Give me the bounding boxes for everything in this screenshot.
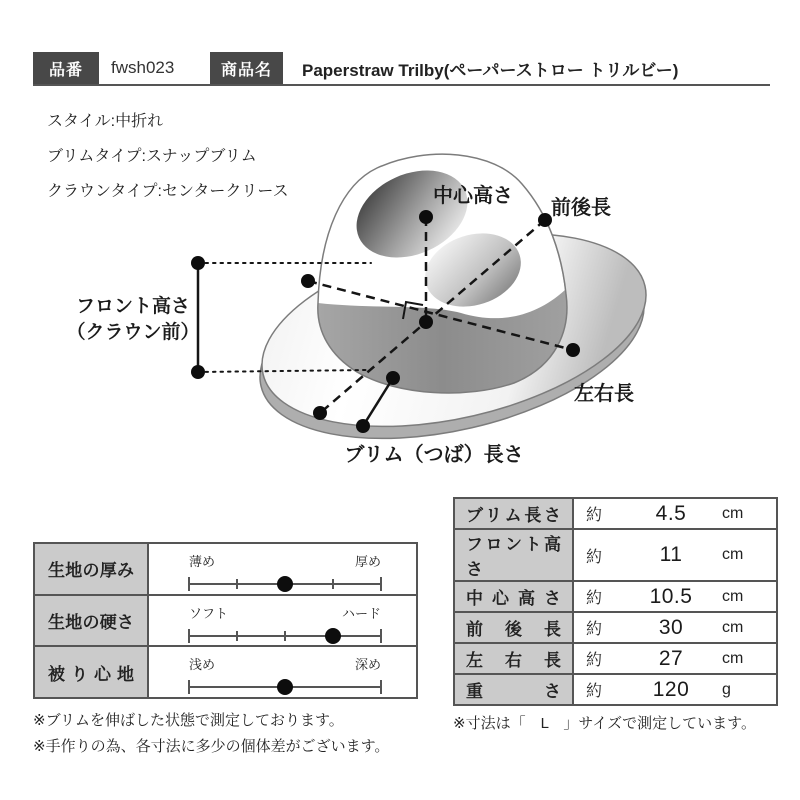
fit-depth-slider: [189, 654, 381, 700]
footnotes-left: [33, 708, 389, 760]
feel-row-scale: [149, 647, 416, 697]
size-value-number: 120: [652, 677, 690, 701]
scale-min-label: ソフト: [189, 605, 229, 621]
size-row-label: 中心高さ: [455, 582, 572, 611]
size-value-unit: g: [722, 680, 731, 698]
size-value-unit: cm: [722, 546, 744, 563]
size-row-label: 重さ: [455, 675, 572, 704]
scale-min-label: 薄め: [189, 554, 216, 569]
label-front-back-length: 前後長: [551, 197, 611, 219]
footnote-size-basis: ※寸法は「 L 」サイズで測定しています。: [453, 715, 756, 732]
approx-prefix: 約: [586, 548, 603, 566]
size-value-number: 10.5: [649, 584, 693, 608]
thickness-slider: [189, 551, 381, 597]
size-value-number: 11: [659, 543, 683, 566]
approx-prefix: 約: [586, 683, 603, 700]
feel-row-scale: [149, 596, 416, 646]
size-table: [453, 497, 778, 706]
label-left-right-length: 左右長: [574, 383, 634, 405]
spec-crown-type: クラウンタイプ:センタークリース: [47, 183, 289, 200]
size-row-value: [574, 582, 776, 611]
hardness-slider: [189, 603, 381, 649]
point-left-side: [301, 274, 315, 288]
spec-brim-type: ブリムタイプ:スナップブリム: [47, 148, 257, 165]
point-right-brim: [566, 343, 580, 357]
size-row-label: フロント高さ: [455, 530, 572, 580]
size-value-unit: cm: [722, 504, 744, 522]
point-back-right: [538, 213, 552, 227]
size-value-number: 4.5: [655, 501, 687, 525]
feel-row-label: [35, 544, 147, 594]
item-number-tag-label: 品番: [48, 61, 83, 79]
slider-track: [189, 571, 381, 597]
label-center-height: 中心高さ: [433, 185, 513, 207]
point-crown-top: [419, 210, 433, 224]
slider-track: [189, 623, 381, 649]
size-row-value: [574, 644, 776, 673]
product-name-value: Paperstraw Trilby(ペーパーストロー トリルビー): [302, 60, 679, 80]
size-row-value: [574, 675, 776, 704]
size-value-number: 30: [658, 615, 684, 639]
item-number-value: fwsh023: [111, 58, 175, 77]
size-value-unit: cm: [722, 587, 744, 605]
size-row-label: 前後長: [455, 613, 572, 642]
size-row-label: 左右長: [455, 644, 572, 673]
feel-row-label: [35, 596, 147, 646]
point-front-height-bottom: [191, 365, 205, 379]
label-front-height-1: フロント高さ: [75, 296, 191, 317]
size-value-unit: cm: [722, 618, 744, 636]
feel-row-label-text: 被り心地: [48, 664, 134, 684]
label-front-height-2: （クラウン前）: [66, 322, 200, 343]
feel-row-label-text: 生地の硬さ: [48, 612, 134, 632]
footnote-handmade-variance: ※手作りの為、各寸法に多少の個体差がございます。: [33, 738, 390, 755]
feel-row-label: [35, 647, 147, 697]
point-center: [419, 315, 433, 329]
point-brim-inner: [386, 371, 400, 385]
point-front-height-top: [191, 256, 205, 270]
approx-prefix: 約: [586, 590, 603, 607]
size-value-unit: cm: [722, 649, 744, 667]
scale-max-label: 厚め: [354, 554, 381, 569]
approx-prefix: 約: [586, 507, 603, 524]
scale-min-label: 浅め: [189, 657, 216, 673]
item-number-tag: [33, 52, 99, 84]
feel-row-scale: [149, 544, 416, 594]
slider-track: [189, 674, 381, 700]
label-brim-length: ブリム（つば）長さ: [344, 444, 524, 466]
size-row-value: [574, 613, 776, 642]
point-brim-outer: [356, 419, 370, 433]
size-row-label: ブリム長さ: [455, 499, 572, 528]
spec-style: スタイル:中折れ: [47, 113, 164, 130]
feel-table: [33, 542, 418, 699]
fit-depth-indicator-dot: [277, 679, 293, 695]
hardness-indicator-dot: [325, 628, 341, 644]
feel-row-label-text: 生地の厚み: [48, 561, 134, 581]
approx-prefix: 約: [586, 621, 603, 638]
size-value-number: 27: [658, 646, 684, 670]
product-name-tag-label: 商品名: [220, 61, 272, 79]
product-name-tag: [210, 52, 283, 84]
size-row-value: [574, 530, 776, 580]
size-row-value: [574, 499, 776, 528]
approx-prefix: 約: [586, 652, 603, 669]
scale-max-label: ハード: [341, 605, 381, 621]
thickness-indicator-dot: [277, 576, 293, 592]
hat-measurement-diagram: [60, 140, 660, 475]
point-front-left: [313, 406, 327, 420]
scale-max-label: 深め: [354, 657, 381, 673]
footnote-measure-condition: ※ブリムを伸ばした状態で測定しております。: [33, 712, 344, 729]
